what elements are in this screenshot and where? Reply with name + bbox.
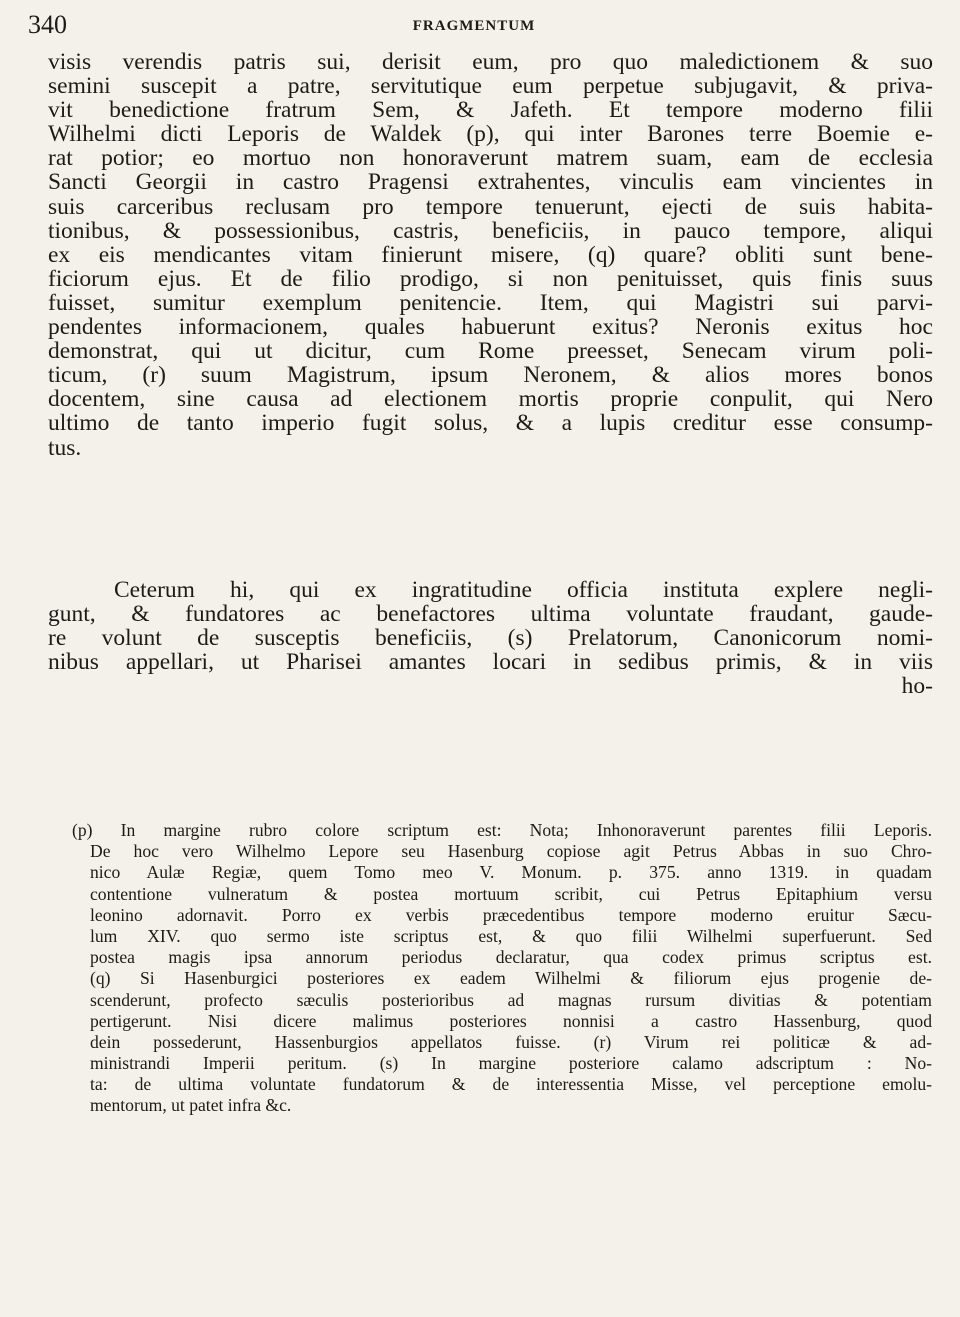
text-line: semini suscepit a patre, servitutique eum perpetue subjugavit, & priva- [48, 73, 933, 100]
text-line: ultimo de tanto imperio fugit solus, & a lupis creditur esse consump- [48, 410, 933, 437]
text-line: pendentes informacionem, quales habuerunt exitus? Neronis exitus hoc [48, 314, 933, 341]
page-header [28, 10, 920, 44]
footnote-line: ministrandi Imperii peritum. (s) In margine posteriore calamo adscriptum : No- [90, 1053, 932, 1074]
paragraph-2 [48, 578, 933, 698]
text-line: fuisset, sumitur exemplum penitencie. Item, qui Magistri sui parvi- [48, 289, 933, 316]
footnote-line: contentione vulneratum & postea mortuum scribit, cui Petrus Epitaphium versu [90, 883, 932, 904]
text-line: visis verendis patris sui, derisit eum, pro quo maledictionem & suo [48, 49, 933, 75]
text-line: rat potior; eo mortuo non honoraverunt matrem suam, eam de ecclesia [48, 145, 933, 172]
text-line: ticum, (r) suum Magistrum, ipsum Neronem, & alios mores bonos [48, 362, 933, 389]
footnote-line: lum XIV. quo sermo iste scriptus est, & quo filii Wilhelmi superfuerunt. Sed [90, 925, 932, 946]
footnote-line: scenderunt, profecto sæculis posterioribus ad magnas rursum divitias & potentiam [90, 989, 932, 1010]
page-number: 340 [28, 10, 67, 39]
footnote-line: nico Aulæ Regiæ, quem Tomo meo V. Monum. p. 375. anno 1319. in quadam [90, 862, 932, 883]
footnote-line: pertigerunt. Nisi dicere malimus posteriores nonnisi a castro Hassenburg, quod [90, 1010, 932, 1031]
running-head: FRAGMENTUM [412, 18, 536, 34]
text-line: gunt, & fundatores ac benefactores ultima voluntate fraudant, gaude- [48, 601, 933, 628]
text-line: Ceterum hi, qui ex ingratitudine officia instituta explere negli- [114, 577, 933, 603]
footnote-line: leonino adornavit. Porro ex verbis præcedentibus tempore moderno eruitur Sæcu- [90, 904, 932, 925]
text-line: tus. [48, 434, 82, 461]
text-line: vit benedictione fratrum Sem, & Jafeth. Et tempore moderno filii [48, 97, 933, 124]
footnote-line: ta: de ultima voluntate fundatorum & de interessentia Misse, vel perceptione emolu- [90, 1074, 932, 1095]
text-line: suis carceribus reclusam pro tempore tenuerunt, ejecti de suis habita- [48, 193, 933, 220]
text-line: Wilhelmi dicti Leporis de Waldek (p), qui inter Barones terre Boemie e- [48, 121, 933, 148]
footnote-line: mentorum, ut patet infra &c. [90, 1095, 292, 1116]
text-line: Sancti Georgii in castro Pragensi extrahentes, vinculis eam vincientes in [48, 169, 933, 196]
text-line: tionibus, & possessionibus, castris, beneficiis, in pauco tempore, aliqui [48, 217, 933, 244]
text-line: ex eis mendicantes vitam finierunt misere, (q) quare? obliti sunt bene- [48, 241, 933, 268]
text-line: ficiorum ejus. Et de filio prodigo, si non penituisset, quis finis suus [48, 265, 933, 292]
footnote-line: (q) Si Hasenburgici posteriores ex eadem Wilhelmi & filiorum ejus progenie de- [90, 968, 932, 989]
footnote-line: (p) In margine rubro colore scriptum est: Nota; Inhonoraverunt parentes filii Leporis. [72, 820, 932, 840]
footnote-line: postea magis ipsa annorum periodus declaratur, qua codex primus scriptus est. [90, 947, 932, 968]
paragraph-1 [48, 50, 933, 460]
text-line: docentem, sine causa ad electionem mortis proprie conpulit, qui Nero [48, 386, 933, 413]
footnote-line: dein possederunt, Hassenburgios appellatos fuisse. (r) Virum rei politicæ & ad- [90, 1031, 932, 1052]
text-line: demonstrat, qui ut dicitur, cum Rome preesset, Senecam virum poli- [48, 338, 933, 365]
footnote-line: De hoc vero Wilhelmo Lepore seu Hasenburg copiose agit Petrus Abbas in suo Chro- [90, 841, 932, 862]
text-line: re volunt de susceptis beneficiis, (s) Prelatorum, Canonicorum nomi- [48, 625, 933, 652]
text-line: nibus appellari, ut Pharisei amantes locari in sedibus primis, & in viis [48, 649, 933, 676]
footnotes [72, 820, 932, 1117]
catchword: ho- [901, 673, 933, 700]
